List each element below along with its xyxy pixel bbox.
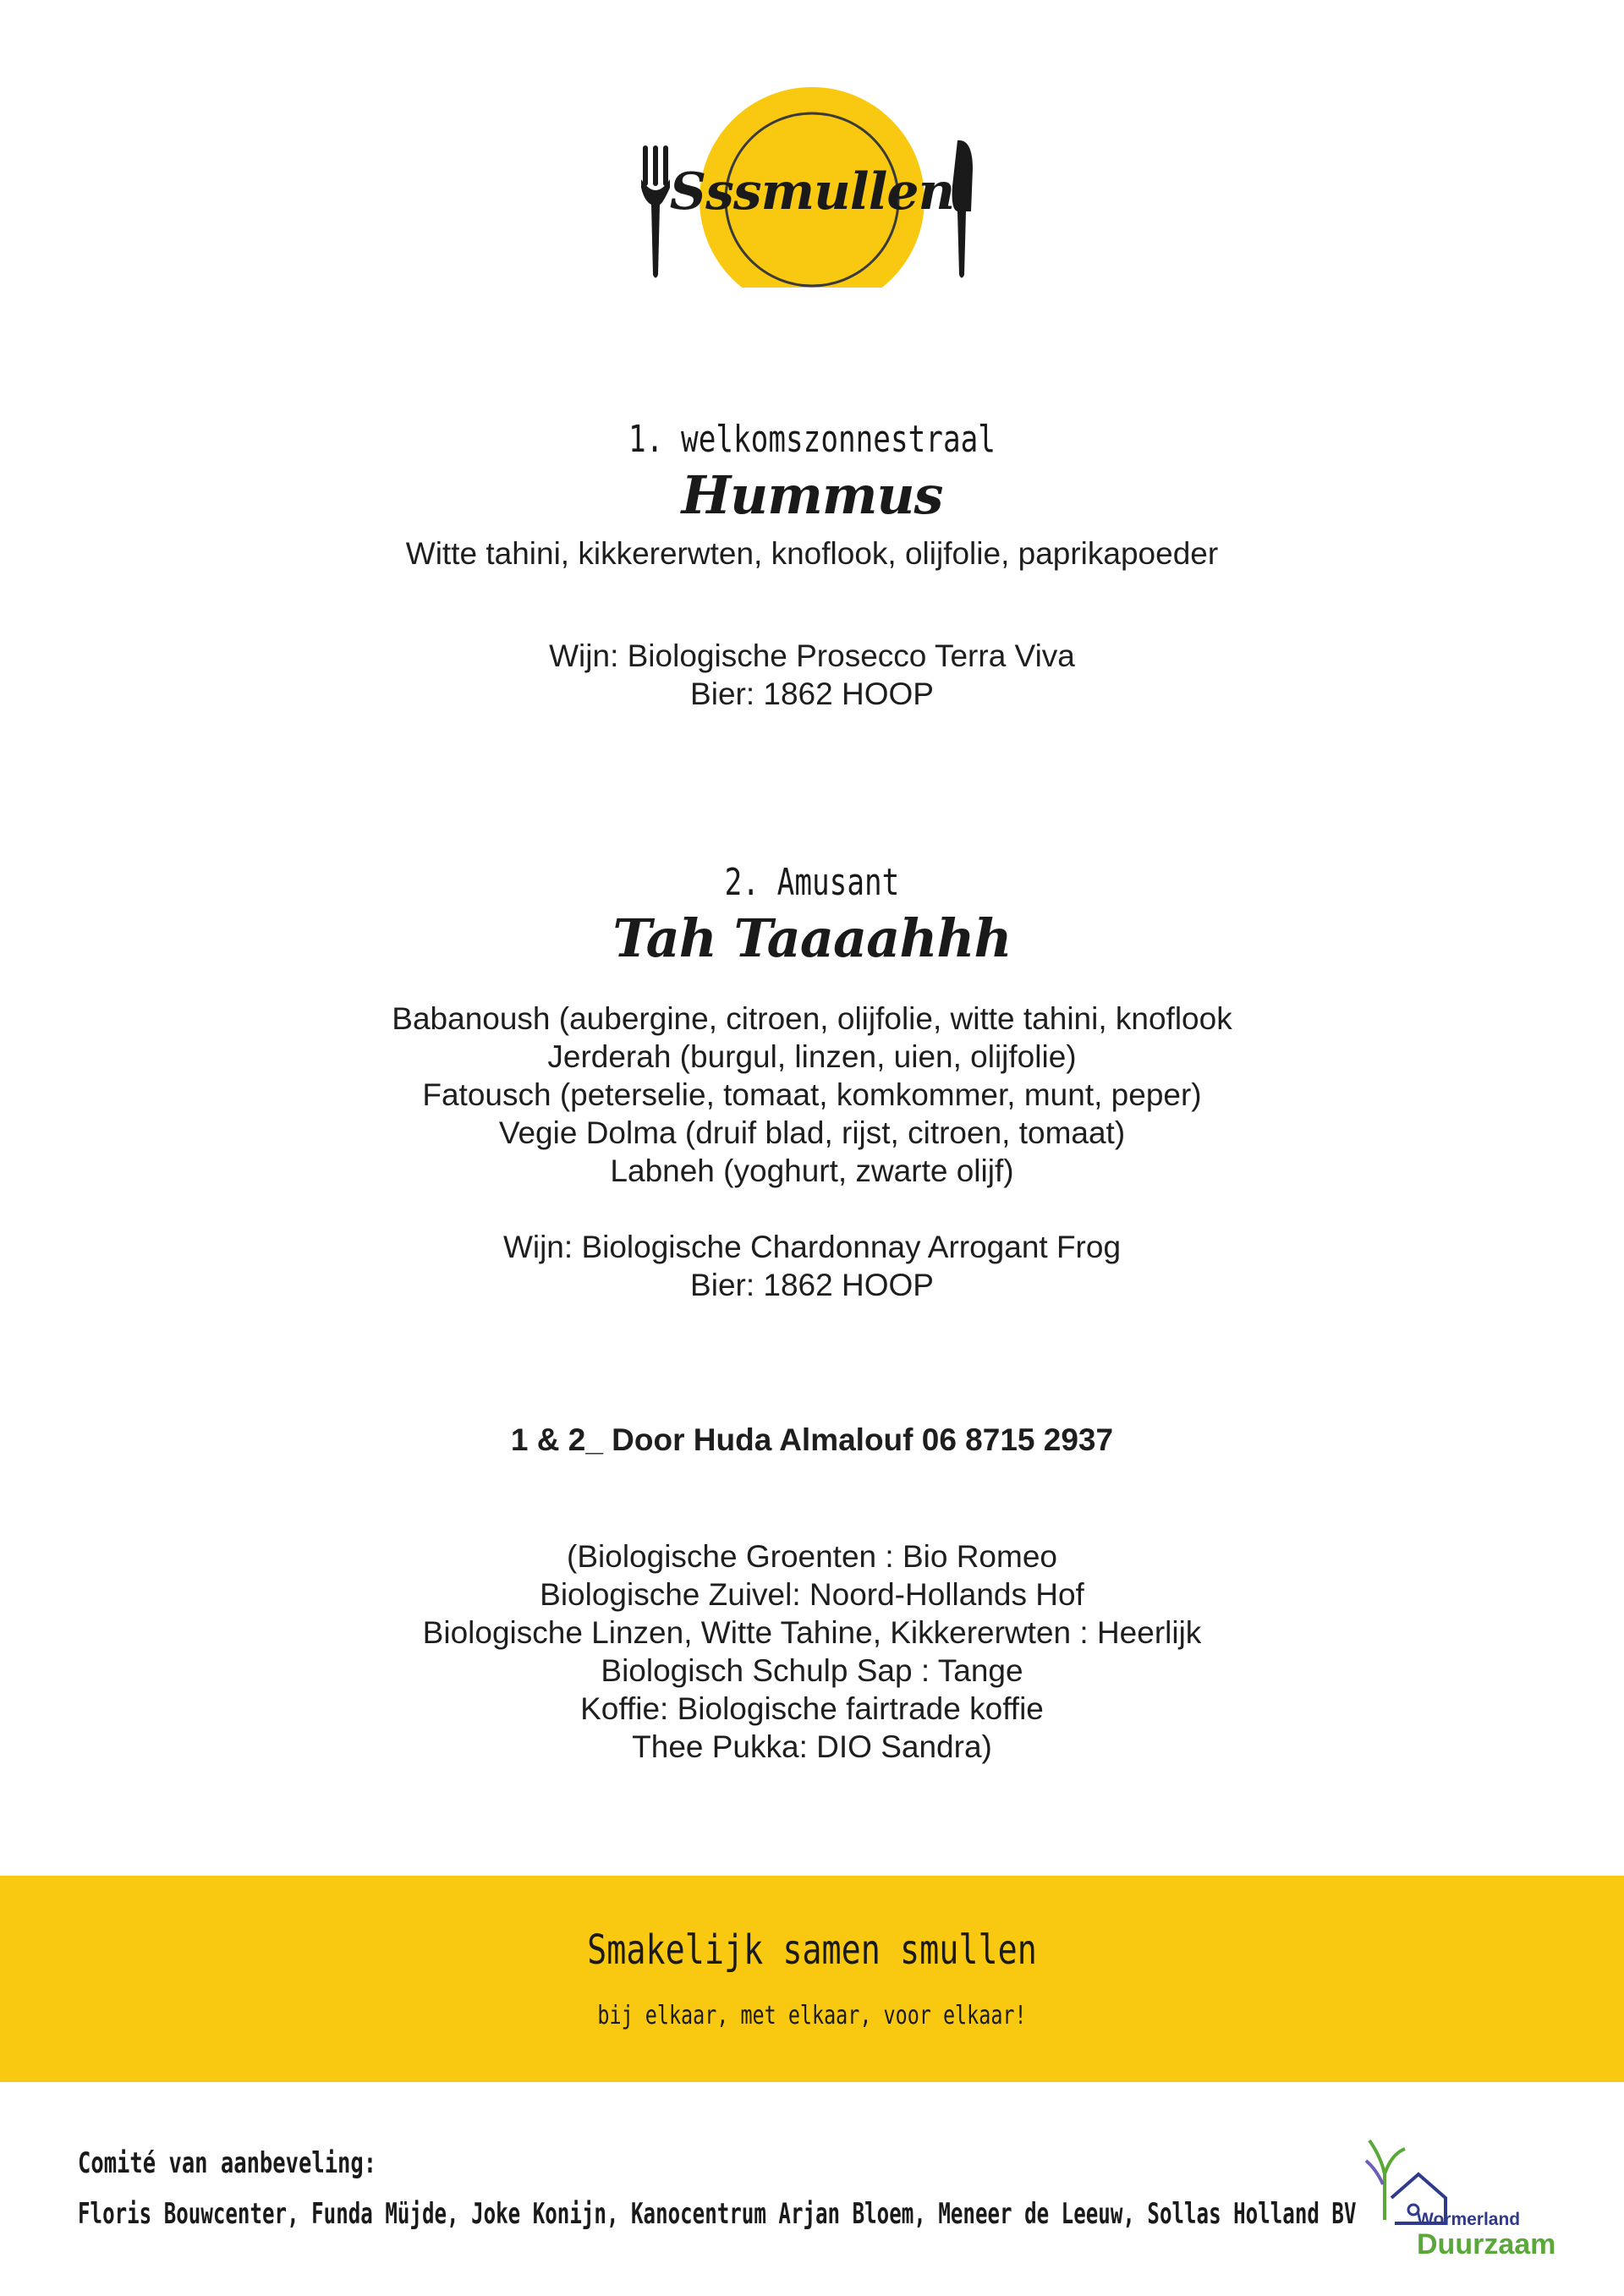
course-2-drinks [0,1228,1624,1304]
course-2-dish: Tah Taaaahhh [612,907,1012,969]
partner-logo-line2: Duurzaam [1417,2228,1556,2260]
wormerland-duurzaam-logo [1358,2135,1556,2262]
source-line: Biologische Linzen, Witte Tahine, Kikkererwten : Heerlijk [422,1615,1202,1650]
course-2 [0,859,1624,1304]
source-line: (Biologische Groenten : Bio Romeo [567,1539,1057,1574]
ingredients-line: Witte tahini, kikkererwten, knoflook, olijfolie, paprikapoeder [405,536,1219,571]
source-line: Biologisch Schulp Sap : Tange [601,1653,1023,1688]
recommendation-committee-names: Floris Bouwcenter, Funda Müjde, Joke Konijn, Kanocentrum Arjan Bloem, Meneer de Leeuw, Sollas Holland BV [78,2197,1357,2231]
recommendation-committee-title: Comité van aanbeveling: [78,2146,377,2180]
logo-text: Sssmullen [669,162,955,222]
menu-item: Labneh (yoghurt, zwarte olijf) [610,1153,1014,1188]
course-1 [0,416,1624,713]
menu-item: Babanoush (aubergine, citroen, olijfolie, witte tahini, knoflook [392,1001,1232,1036]
menu-item: Vegie Dolma (druif blad, rijst, citroen, tomaat) [498,1115,1126,1150]
ingredient-sources [0,1537,1624,1766]
source-line: Thee Pukka: DIO Sandra) [632,1729,992,1764]
course-2-items [0,1000,1624,1190]
menu-item: Jerderah (burgul, linzen, uien, olijfolie) [547,1039,1077,1074]
course-1-ingredients [0,534,1624,573]
wine-line: Wijn: Biologische Chardonnay Arrogant Frog [502,1230,1122,1264]
course-2-heading: 2. Amusant [724,861,900,904]
sssmullen-logo [626,85,998,288]
chef-credit: 1 & 2_ Door Huda Almalouf 06 8715 2937 [510,1422,1114,1457]
beer-line: Bier: 1862 HOOP [690,677,934,711]
source-line: Koffie: Biologische fairtrade koffie [580,1691,1044,1726]
course-1-dish: Hummus [681,464,943,526]
banner-title: Smakelijk samen smullen [587,1926,1037,1974]
wine-line: Wijn: Biologische Prosecco Terra Viva [549,638,1075,673]
slogan-banner [0,1876,1624,2082]
beer-line: Bier: 1862 HOOP [690,1268,934,1302]
source-line: Biologische Zuivel: Noord-Hollands Hof [540,1577,1084,1612]
course-1-drinks [0,637,1624,713]
partner-logo-line1: Wormerland [1417,2210,1521,2229]
menu-item: Fatousch (peterselie, tomaat, komkommer, munt, peper) [422,1077,1202,1112]
course-1-heading: 1. welkomszonnestraal [628,418,996,461]
banner-subtitle: bij elkaar, met elkaar, voor elkaar! [597,2001,1027,2030]
